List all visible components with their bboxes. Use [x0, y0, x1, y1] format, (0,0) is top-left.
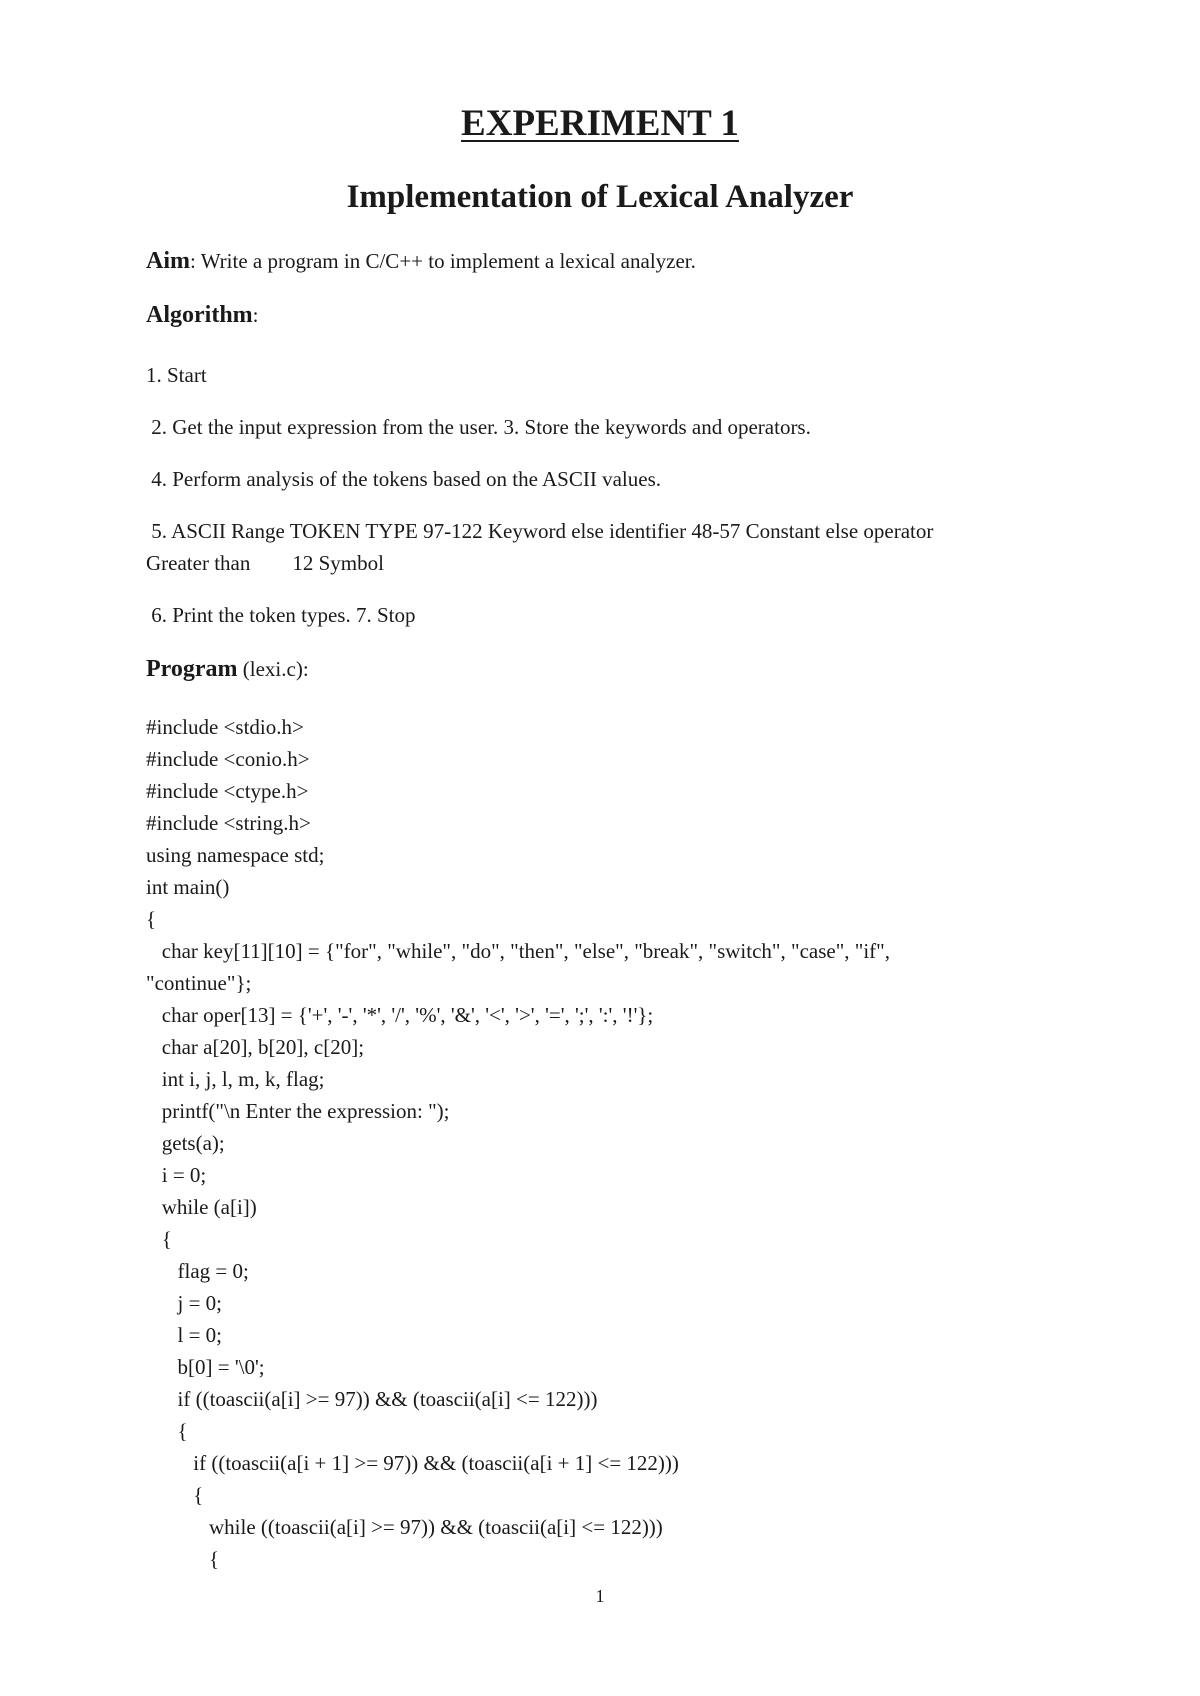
code-line: printf("\n Enter the expression: "); [146, 1099, 450, 1123]
code-line: { [146, 907, 157, 931]
code-line: #include <string.h> [146, 811, 311, 835]
program-label: Program [146, 656, 238, 682]
code-line: b[0] = '\0'; [146, 1355, 265, 1379]
page-number: 1 [595, 1586, 605, 1606]
code-line: { [146, 1227, 172, 1251]
code-line: using namespace std; [146, 843, 325, 867]
code-listing [146, 711, 890, 1575]
program-suffix: (lexi.c): [237, 657, 309, 681]
aim-label: Aim [146, 248, 190, 274]
code-line: while ((toascii(a[i] >= 97)) && (toascii(a[i] <= 122))) [146, 1515, 663, 1539]
code-line: while (a[i]) [146, 1195, 257, 1219]
code-line: j = 0; [146, 1291, 223, 1315]
code-line: { [146, 1547, 220, 1571]
code-line: int main() [146, 875, 230, 899]
code-line: i = 0; [146, 1163, 207, 1187]
code-line: if ((toascii(a[i + 1] >= 97)) && (toascii(a[i + 1] <= 122))) [146, 1451, 679, 1475]
code-line: "continue"}; [146, 971, 252, 995]
algorithm-heading [146, 300, 259, 330]
experiment-subtitle: Implementation of Lexical Analyzer [346, 179, 854, 215]
algorithm-step-1: 1. Start [146, 363, 207, 387]
algorithm-step-6-7: 6. Print the token types. 7. Stop [146, 603, 416, 627]
code-line: #include <ctype.h> [146, 779, 309, 803]
code-line: { [146, 1483, 204, 1507]
program-heading [146, 654, 309, 684]
algorithm-step-5: 5. ASCII Range TOKEN TYPE 97-122 Keyword else identifier 48-57 Constant else operator [146, 519, 934, 543]
code-line: { [146, 1419, 188, 1443]
algorithm-step-5-cont: Greater than 12 Symbol [146, 551, 384, 575]
code-line: #include <conio.h> [146, 747, 310, 771]
code-line: l = 0; [146, 1323, 223, 1347]
algorithm-label: Algorithm [146, 302, 253, 328]
code-line: char a[20], b[20], c[20]; [146, 1035, 365, 1059]
code-line: int i, j, l, m, k, flag; [146, 1067, 325, 1091]
aim-text: : Write a program in C/C++ to implement a lexical analyzer. [190, 249, 696, 273]
algorithm-step-2-3: 2. Get the input expression from the user. 3. Store the keywords and operators. [146, 415, 811, 439]
code-line: if ((toascii(a[i] >= 97)) && (toascii(a[i] <= 122))) [146, 1387, 598, 1411]
algorithm-suffix: : [252, 303, 259, 327]
code-line: char key[11][10] = {"for", "while", "do", "then", "else", "break", "switch", "case", "if", [146, 939, 890, 963]
code-line: char oper[13] = {'+', '-', '*', '/', '%', '&', '<', '>', '=', ';', ':', '!'}; [146, 1003, 654, 1027]
code-line: flag = 0; [146, 1259, 249, 1283]
code-line: #include <stdio.h> [146, 715, 304, 739]
aim-paragraph [146, 246, 696, 276]
algorithm-step-4: 4. Perform analysis of the tokens based on the ASCII values. [146, 467, 661, 491]
experiment-title: EXPERIMENT 1 [461, 103, 739, 144]
code-line: gets(a); [146, 1131, 225, 1155]
